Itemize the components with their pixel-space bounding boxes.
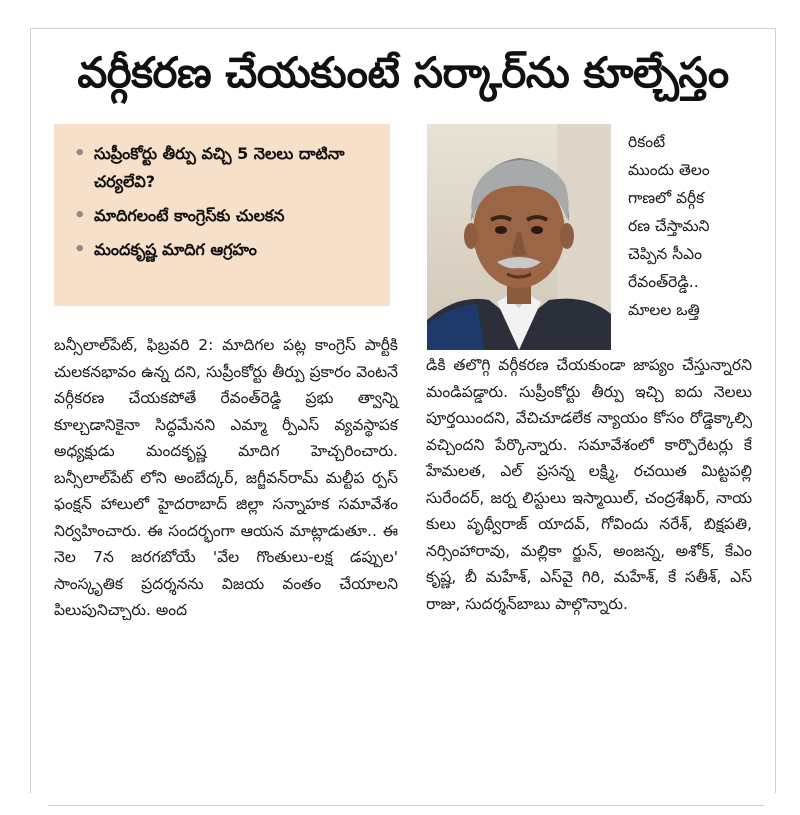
- summary-bullet: [72, 202, 376, 230]
- side-text-line: మాలల ఒత్తి: [628, 301, 700, 319]
- side-text: [628, 128, 752, 324]
- summary-bullet-text: మాదిగలంటే కాంగ్రెస్‌కు చులకన: [94, 206, 285, 225]
- side-text-line: రణ చేస్తామని: [628, 217, 710, 235]
- side-text-line: రికంటే: [628, 133, 666, 151]
- side-text-line: గాణలో వర్గీక: [628, 189, 705, 207]
- portrait-photo-icon: [427, 124, 611, 350]
- bullet-dot-icon: •: [74, 143, 86, 164]
- side-text-line: చెప్పిన సీఎం: [628, 245, 702, 263]
- summary-box: [54, 124, 390, 306]
- left-column: [54, 332, 398, 624]
- bullet-dot-icon: •: [74, 205, 86, 226]
- bottom-rule: [48, 805, 764, 806]
- side-text-line: ముందు తెలం: [628, 161, 710, 179]
- bullet-dot-icon: •: [74, 239, 86, 260]
- summary-bullet: [72, 236, 376, 264]
- left-column-text: బన్సీలాల్‌పేట్, ఫిబ్రవరి 2: మాదిగల పట్ల కాంగ్రెస్ పార్టీకి చులకనభావం ఉన్న దని, సుప్రీంకోర్టు తీర్పు ప్రకారం వెంటనే వర్గీకరణ చేయకపోతే రేవంత్‌రెడ్డి ప్రభు త్వాన్ని కూల్చడానికైనా సిద్ధమేనని ఎమ్మా ర్పీఎస్ వ్యవస్థాపక అధ్యక్షుడు మందకృష్ణ మాదిగ హెచ్చరించారు. బన్సీలాల్‌పేట్ లోని అంబేద్కర్, జగ్జీవన్‌రామ్ మల్టీప ర్పస్ ఫంక్షన్ హాలులో హైదరాబాద్ జిల్లా సన్నాహక సమావేశం నిర్వహించారు. ఈ సందర్భంగా ఆయన మాట్లాడుతూ.. ఈ నెల 7న జరగబోయే 'వేల గొంతులు-లక్ష డప్పుల' సాంస్కృతిక ప్రదర్శనను విజయ వంతం చేయాలని పిలుపునిచ్చారు. అంద: [54, 336, 398, 619]
- summary-bullet-text: సుప్రీంకోర్టు తీర్పు వచ్చి 5 నెలలు దాటినా చర్యలేవి?: [94, 144, 345, 191]
- side-text-line: రేవంత్‌రెడ్డి..: [628, 273, 699, 291]
- summary-bullet: [72, 140, 376, 196]
- right-column-text: డికి తలొగ్గి వర్గీకరణ చేయకుండా జాప్యం చేస్తున్నారని మండిపడ్డారు. సుప్రీంకోర్టు తీర్పు ఇచ్చి ఐదు నెలలు పూర్తయిందని, వేచిచూడలేక న్యాయం కోసం రోడ్డెక్కాల్సి వచ్చిందని పేర్కొన్నారు. సమావేశంలో కార్పొరేటర్లు కే హేమలత, ఎల్ ప్రసన్న లక్ష్మి, రచయిత మిట్టపల్లి సురేందర్, జర్న లిస్టులు ఇస్మాయిల్, చంద్రశేఖర్, నాయ కులు పృథ్వీరాజ్ యాదవ్, గోవిందు నరేశ్, బిక్షపతి, నర్సింహారావు, మల్లికా ర్జున్, అంజన్న, అశోక్, కేఎం కృష్ణ, బీ మహేశ్, ఎస్‌వై గిరి, మహేశ్, కే సతీశ్, ఎస్ రాజు, సుదర్శన్‌బాబు పాల్గొన్నారు.: [426, 356, 752, 613]
- right-column: [426, 352, 752, 617]
- summary-bullet-text: మందకృష్ణ మాదిగ ఆగ్రహం: [94, 240, 257, 259]
- headline: వర్గీకరణ చేయకుంటే సర్కార్‌ను కూల్చేస్తం: [77, 48, 729, 97]
